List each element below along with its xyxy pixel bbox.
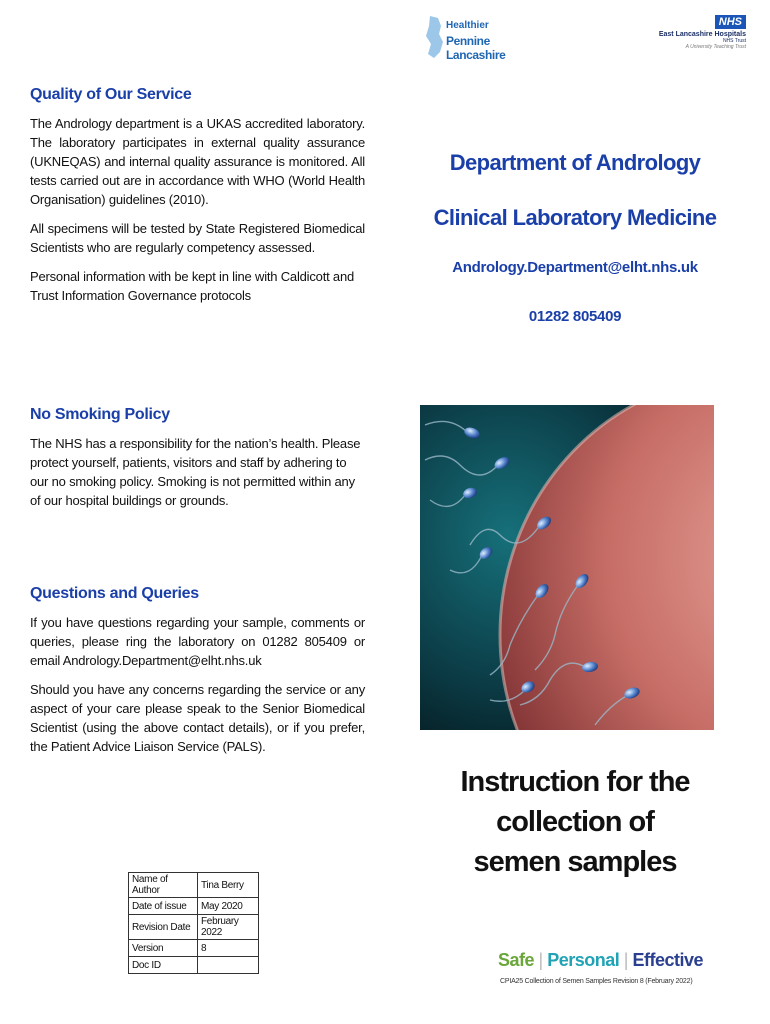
quality-heading: Quality of Our Service xyxy=(30,86,192,103)
nhs-trust-type: NHS Trust xyxy=(722,38,746,44)
table-row xyxy=(129,957,259,974)
doc-field-value: May 2020 xyxy=(198,898,259,915)
doc-field-value: Tina Berry xyxy=(198,873,259,898)
doc-field-label: Date of issue xyxy=(129,898,198,915)
document-reference: CPIA25 Collection of Semen Samples Revision 8 (February 2022) xyxy=(500,978,693,985)
queries-paragraph-1: If you have questions regarding your sample, comments or queries, please ring the laboratory on 01282 805409 or email Andrology.Department@elht.nhs.uk xyxy=(30,615,365,668)
doc-field-value xyxy=(198,957,259,974)
smoking-heading: No Smoking Policy xyxy=(30,406,170,423)
leaflet-title-line1: Instruction for the collection of xyxy=(460,766,690,838)
value-personal: Personal xyxy=(547,950,620,970)
elht-nhs-logo xyxy=(636,12,746,50)
leaflet-title-line2: semen samples xyxy=(473,846,677,878)
document-control-table xyxy=(128,872,259,974)
doc-field-label: Name of Author xyxy=(129,873,198,898)
hpl-logo-line1: Healthier xyxy=(446,20,489,31)
quality-section xyxy=(30,86,365,315)
value-safe: Safe xyxy=(498,950,535,970)
doc-field-value: February 2022 xyxy=(198,915,259,940)
smoking-section xyxy=(30,406,365,520)
quality-paragraph-1: The Andrology department is a UKAS accredited laboratory. The laboratory participates in external quality assurance (UKNEQAS) and internal quality assurance is monitored. All tests carried out are in accordance with WHO (World Health Organisation) guidelines (2010). xyxy=(30,116,365,207)
contact-email: Andrology.Department@elht.nhs.uk xyxy=(452,259,698,276)
cover-photo-sperm-and-egg xyxy=(420,405,714,730)
table-row xyxy=(129,940,259,957)
value-effective: Effective xyxy=(632,950,703,970)
healthier-pennine-lancashire-logo xyxy=(424,14,534,60)
quality-paragraph-2: All specimens will be tested by State Registered Biomedical Scientists who are regularly competency assessed. xyxy=(30,221,365,255)
doc-field-label: Revision Date xyxy=(129,915,198,940)
nhs-trust-tagline: A University Teaching Trust xyxy=(685,44,746,50)
doc-field-label: Version xyxy=(129,940,198,957)
table-row xyxy=(129,873,259,898)
queries-heading: Questions and Queries xyxy=(30,585,199,602)
hpl-logo-line2: Pennine Lancashire xyxy=(446,34,506,62)
queries-paragraph-2: Should you have any concerns regarding the service or any aspect of your care please speak to the Senior Biomedical Scientist (using the above contact details), or if you prefer, the Patient Advice Liaison Service (PALS). xyxy=(30,682,365,754)
department-subtitle: Clinical Laboratory Medicine xyxy=(433,205,717,230)
table-row xyxy=(129,898,259,915)
quality-paragraph-3: Personal information with be kept in line with Caldicott and Trust Information Governance protocols xyxy=(30,269,355,303)
lancashire-map-icon xyxy=(424,14,446,60)
queries-section xyxy=(30,585,365,766)
contact-phone: 01282 805409 xyxy=(528,308,622,325)
leaflet-title xyxy=(420,762,730,882)
smoking-paragraph: The NHS has a responsibility for the nation’s health. Please protect yourself, patients, visitors and staff by adhering to our no smoking policy. Smoking is not permitted within any of our hospital buildings or grounds. xyxy=(30,436,361,508)
table-row xyxy=(129,915,259,940)
nhs-trust-name: East Lancashire Hospitals xyxy=(658,31,746,38)
doc-field-value: 8 xyxy=(198,940,259,957)
doc-field-label: Doc ID xyxy=(129,957,198,974)
department-title: Department of Andrology xyxy=(449,150,701,175)
trust-values-logo: Safe | Personal | Effective xyxy=(498,950,703,970)
nhs-badge: NHS xyxy=(715,15,746,29)
